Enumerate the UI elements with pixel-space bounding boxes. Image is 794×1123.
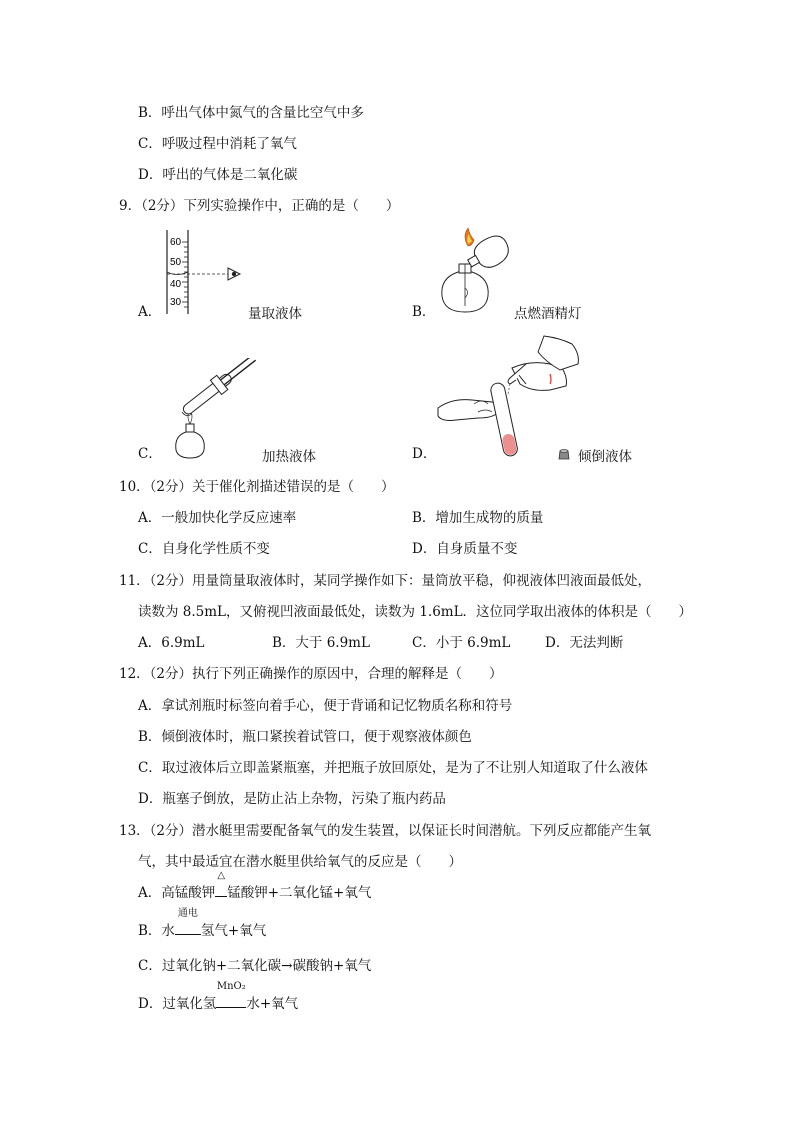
- q13-option-c: C．过氧化钠+二氧化碳→碳酸钠+氧气: [138, 958, 372, 974]
- q11-stem-line2: 读数为 8.5mL，又俯视凹液面最低处，读数为 1.6mL．这位同学取出液体的体积是（ ）: [138, 604, 693, 620]
- heating-test-tube-figure: [164, 358, 262, 462]
- tick-label-30: 30: [170, 297, 182, 308]
- q10-option-d: D．自身质量不变: [412, 541, 518, 557]
- q13-d-condition: MnO₂: [216, 995, 246, 1013]
- q9-option-c-caption: 加热液体: [262, 449, 316, 465]
- tick-label-60: 60: [170, 237, 182, 248]
- alcohol-lamp-lighting-figure: [432, 226, 522, 318]
- bottle-stopper-icon: [556, 445, 572, 461]
- q12-option-b: B．倾倒液体时，瓶口紧挨着试管口，便于观察液体颜色: [138, 729, 472, 745]
- graduated-cylinder-figure: [160, 228, 255, 318]
- q9-option-d-letter: D．: [412, 446, 437, 462]
- q9-option-c-letter: C．: [138, 446, 162, 462]
- q10-option-b: B．增加生成物的质量: [412, 510, 544, 526]
- q13-b-reactant: B．水: [138, 923, 175, 939]
- q11-option-c: C．小于 6.9mL: [412, 635, 511, 651]
- q12-stem: 12．（2分）执行下列正确操作的原因中，合理的解释是（ ）: [119, 666, 503, 682]
- q8-option-d: D．呼出的气体是二氧化碳: [138, 167, 298, 183]
- q10-stem: 10．（2分）关于催化剂描述错误的是（ ）: [119, 479, 395, 495]
- q9-option-a-caption: 量取液体: [248, 306, 302, 322]
- q11-option-b: B．大于 6.9mL: [272, 635, 370, 651]
- q13-option-d: [138, 981, 299, 1013]
- q13-a-condition: △: [215, 884, 227, 902]
- q11-option-d: D．无法判断: [545, 635, 624, 651]
- q11-option-a: A．6.9mL: [138, 635, 205, 651]
- q13-d-products: 水+氧气: [246, 996, 299, 1012]
- q12-option-a: A．拿试剂瓶时标签向着手心，便于背诵和记忆物质名称和符号: [138, 698, 513, 714]
- q13-a-reactant: A．高锰酸钾: [138, 885, 216, 901]
- q8-option-b: B．呼出气体中氮气的含量比空气中多: [138, 105, 364, 121]
- q11-stem-line1: 11．（2分）用量筒量取液体时，某同学操作如下：量筒放平稳，仰视液体凹液面最低处，: [119, 573, 652, 589]
- q8-option-c: C．呼吸过程中消耗了氧气: [138, 136, 297, 152]
- q10-option-c: C．自身化学性质不变: [138, 541, 270, 557]
- q9-option-d-caption: 倾倒液体: [578, 449, 632, 465]
- q9-option-b-caption: 点燃酒精灯: [514, 306, 582, 322]
- q13-stem-line1: 13．（2分）潜水艇里需要配备氧气的发生装置，以保证长时间潜航。下列反应都能产生氧: [119, 823, 652, 839]
- tick-label-50: 50: [170, 257, 182, 268]
- q13-b-condition: 通电: [175, 922, 201, 940]
- q9-option-b-letter: B．: [412, 304, 436, 320]
- q12-option-c: C．取过液体后立即盖紧瓶塞，并把瓶子放回原处，是为了不让别人知道取了什么液体: [138, 760, 648, 776]
- q12-option-d: D．瓶塞子倒放，是防止沾上杂物，污染了瓶内药品: [138, 791, 446, 807]
- q13-stem-line2: 气，其中最适宜在潜水艇里供给氧气的反应是（ ）: [138, 854, 462, 870]
- q10-option-a: A．一般加快化学反应速率: [138, 510, 297, 526]
- q13-d-reactant: D．过氧化氢: [138, 996, 217, 1012]
- q13-option-a: [138, 870, 372, 902]
- tick-label-40: 40: [170, 279, 182, 290]
- q9-option-a-letter: A．: [138, 304, 162, 320]
- q9-stem: 9．（2分）下列实验操作中，正确的是（ ）: [119, 198, 400, 214]
- q13-a-products: 锰酸钾+二氧化锰+氧气: [227, 885, 372, 901]
- q13-option-b: [138, 908, 267, 940]
- q13-b-products: 氢气+氧气: [200, 923, 267, 939]
